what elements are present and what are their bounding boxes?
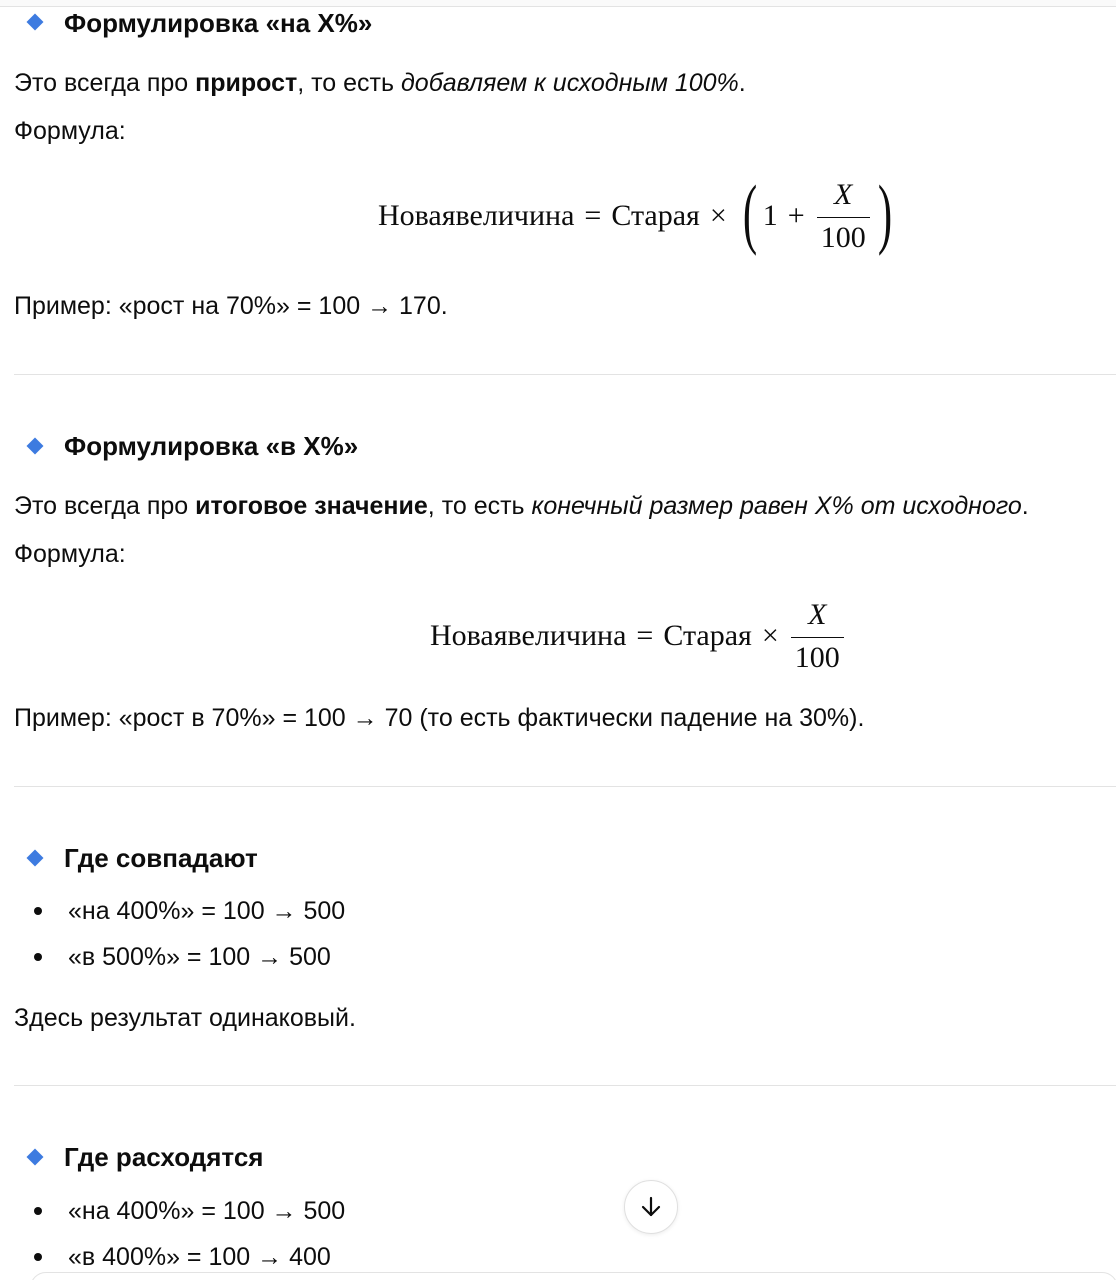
formula-open-paren: ( — [742, 169, 757, 256]
diamond-bullet-icon — [27, 14, 44, 31]
list-bullet — [34, 907, 42, 915]
section-heading: Где расходятся — [64, 1142, 264, 1172]
example-text: Пример: «рост в 70%» = 100 → 70 (то есть фактически падение на 30%). — [14, 704, 865, 732]
intro-text: Это всегда про — [14, 69, 196, 97]
list-item: «на 400%» = 100 → 500 — [68, 897, 346, 925]
fraction-numerator: X — [834, 177, 853, 211]
list-item: «в 500%» = 100 → 500 — [68, 943, 331, 971]
intro-text: . — [738, 69, 746, 97]
scroll-to-bottom-button[interactable] — [624, 1180, 678, 1234]
formula-fraction — [791, 599, 844, 674]
formula-display — [378, 169, 898, 260]
arrow-down-icon — [638, 1194, 664, 1220]
list-bullet — [34, 1253, 42, 1261]
formula-eq: = — [636, 619, 654, 652]
section-heading: Формулировка «в X%» — [64, 431, 359, 461]
top-edge — [0, 0, 1116, 7]
formula-lhs: Новаявеличина — [378, 199, 575, 232]
fraction-denominator: 100 — [820, 220, 866, 254]
formula-eq: = — [584, 199, 602, 232]
formula-display — [430, 592, 846, 680]
diamond-bullet-icon — [27, 438, 44, 455]
list-bullet — [34, 1207, 42, 1215]
section-intro — [14, 68, 746, 98]
section-intro — [14, 491, 1029, 521]
formula-times: × — [761, 619, 779, 652]
list-item: «в 400%» = 100 → 400 — [68, 1243, 331, 1271]
list-item: «на 400%» = 100 → 500 — [68, 1197, 346, 1225]
formula-lhs: Новаявеличина — [430, 619, 627, 652]
diamond-bullet-icon — [27, 850, 44, 867]
fraction-bar — [817, 217, 870, 218]
section-heading: Формулировка «на X%» — [64, 8, 373, 38]
composer-input[interactable] — [30, 1272, 1116, 1280]
intro-text: . — [1021, 492, 1029, 520]
section-heading: Где совпадают — [64, 843, 258, 873]
diamond-bullet-icon — [27, 1149, 44, 1166]
formula-close-paren: ) — [877, 169, 892, 256]
note-text: Здесь результат одинаковый. — [14, 1004, 356, 1032]
intro-text: Это всегда про — [14, 492, 196, 520]
formula-fraction — [817, 179, 870, 254]
divider — [14, 374, 1116, 375]
fraction-denominator: 100 — [794, 640, 840, 674]
intro-italic: конечный размер равен X% от исходного — [531, 492, 1022, 520]
intro-text: , то есть — [427, 492, 532, 520]
intro-text: , то есть — [297, 69, 401, 97]
list-bullet — [34, 953, 42, 961]
formula-plus: + — [787, 199, 805, 232]
divider — [14, 1085, 1116, 1086]
formula-old: Старая — [611, 199, 700, 232]
fraction-numerator: X — [808, 597, 827, 631]
formula-times: × — [709, 199, 727, 232]
formula-label: Формула: — [14, 540, 126, 568]
example-text: Пример: «рост на 70%» = 100 → 170. — [14, 292, 448, 320]
divider — [14, 786, 1116, 787]
formula-label: Формула: — [14, 117, 126, 145]
fraction-bar — [791, 637, 844, 638]
intro-bold: итоговое значение — [195, 492, 428, 520]
intro-italic: добавляем к исходным 100% — [400, 69, 739, 97]
formula-old: Старая — [663, 619, 752, 652]
intro-bold: прирост — [195, 69, 298, 97]
formula-one: 1 — [762, 199, 778, 232]
